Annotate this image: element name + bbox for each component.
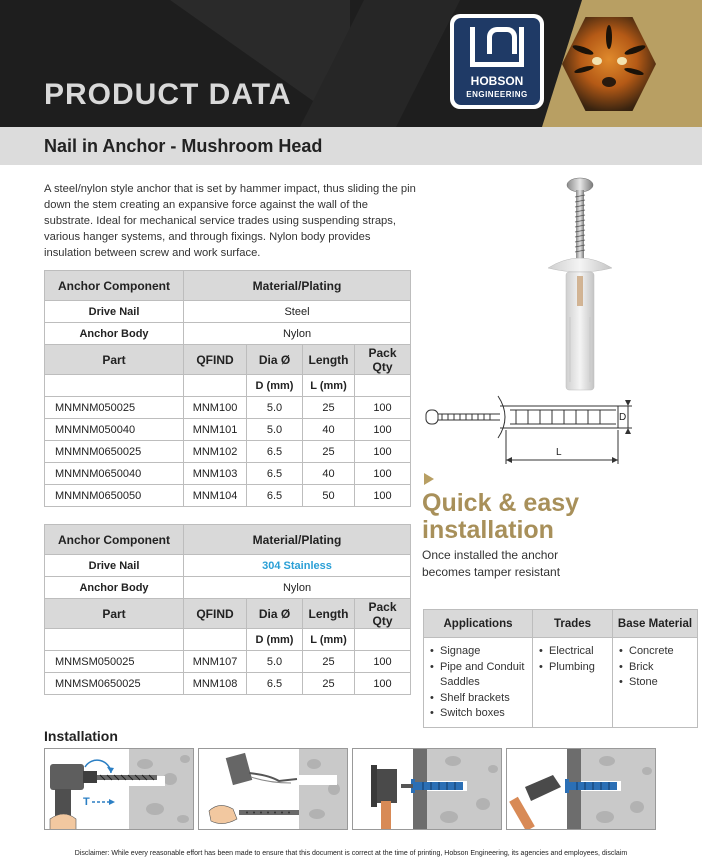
list-item: • Brick [619,660,697,676]
trades-header: Trades [533,610,613,638]
base-material-list-cell [613,638,698,728]
dia-cell: 6.5 [247,673,303,695]
table-row [45,673,411,695]
insert-anchor-illustration [199,749,348,830]
length-cell: 25 [303,441,355,463]
list-item: • Shelf brackets [430,691,532,707]
anchor-product-image [540,172,620,394]
length-cell: 25 [303,673,355,695]
installation-title: Installation [44,728,118,744]
length-cell: 40 [303,419,355,441]
anchor-body-label: Anchor Body [45,323,184,345]
promo-line-1: Quick & easy [422,489,580,517]
promo-sub-1: Once installed the anchor [422,548,559,562]
install-step-hammer [352,748,502,830]
anchor-body-value: Nylon [184,323,411,345]
part-cell: MNMNM0650050 [45,485,184,507]
unit-cell [355,629,411,651]
pack-qty-cell: 100 [355,441,411,463]
qfind-cell: MNM107 [184,651,247,673]
qfind-cell: MNM101 [184,419,247,441]
applications-header: Applications [424,610,533,638]
list-item: • Electrical [539,644,612,660]
table-header-cell: Anchor Component [45,271,184,301]
unit-cell [184,629,247,651]
qfind-cell: MNM103 [184,463,247,485]
table-row [45,441,411,463]
dia-cell: 6.5 [247,463,303,485]
promo-subtext [422,547,560,581]
column-header: Dia Ø [247,345,303,375]
part-cell: MNMNM0650040 [45,463,184,485]
hobson-logo[interactable] [450,14,544,109]
table-header-cell: Material/Plating [184,271,411,301]
anchor-body-label: Anchor Body [45,577,184,599]
install-step-drill [44,748,194,830]
page-title: PRODUCT DATA [44,78,292,111]
applications-list-cell [424,638,533,728]
column-header: Dia Ø [247,599,303,629]
pack-qty-cell: 100 [355,463,411,485]
drive-nail-value: 304 Stainless [184,555,411,577]
svg-text:T: T [83,796,90,808]
logo-mark-icon [470,27,524,67]
part-cell: MNMSM0650025 [45,673,184,695]
logo-text: HOBSON [470,74,524,88]
install-step-insert [198,748,348,830]
unit-cell: D (mm) [247,375,303,397]
unit-cell [355,375,411,397]
base-material-header: Base Material [613,610,698,638]
unit-cell [184,375,247,397]
spec-table-steel [44,270,411,507]
list-item: • Concrete [619,644,697,660]
pack-qty-cell: 100 [355,651,411,673]
column-header: QFIND [184,345,247,375]
trades-list-cell [533,638,613,728]
table-header-cell: Anchor Component [45,525,184,555]
column-header: Length [303,345,355,375]
qfind-cell: MNM100 [184,397,247,419]
table-row [45,463,411,485]
column-header: Pack Qty [355,599,411,629]
unit-cell [45,375,184,397]
set-anchor-illustration [507,749,656,830]
pack-qty-cell: 100 [355,397,411,419]
column-header: Part [45,345,184,375]
spec-table-stainless [44,524,411,695]
hammer-anchor-illustration [353,749,502,830]
promo-headline [422,490,579,544]
drill-illustration [45,749,194,830]
part-cell: MNMNM0650025 [45,441,184,463]
length-cell: 25 [303,397,355,419]
table-header-cell: Material/Plating [184,525,411,555]
anchor-dimension-diagram [420,388,640,472]
dimension-l-label: L [556,447,562,458]
unit-cell: L (mm) [303,629,355,651]
unit-cell [45,629,184,651]
list-item: • Signage [430,644,532,660]
column-header: QFIND [184,599,247,629]
list-item: • Plumbing [539,660,612,676]
dia-cell: 5.0 [247,651,303,673]
product-description: A steel/nylon style anchor that is set by hammer impact, thus sliding the pin down the stem creating an expansive force against the wall of the substrate. Ideal for mechanical service trades using suspending straps, various hanger systems, and through fixings. Nylon body provides insulation between screw and work surface. [44,183,416,259]
length-cell: 50 [303,485,355,507]
table-row [45,419,411,441]
product-name: Nail in Anchor - Mushroom Head [44,136,323,156]
pack-qty-cell: 100 [355,485,411,507]
qfind-cell: MNM104 [184,485,247,507]
pack-qty-cell: 100 [355,673,411,695]
dia-cell: 6.5 [247,485,303,507]
column-header: Length [303,599,355,629]
dia-cell: 5.0 [247,397,303,419]
applications-table [423,609,698,728]
part-cell: MNMSM050025 [45,651,184,673]
install-step-set [506,748,656,830]
dia-cell: 5.0 [247,419,303,441]
pack-qty-cell: 100 [355,419,411,441]
length-cell: 40 [303,463,355,485]
part-cell: MNMNM050040 [45,419,184,441]
product-title-band [0,127,702,165]
qfind-cell: MNM102 [184,441,247,463]
list-item: • Switch boxes [430,706,532,722]
length-cell: 25 [303,651,355,673]
play-arrow-icon [424,473,434,485]
part-cell: MNMNM050025 [45,397,184,419]
logo-subtext: ENGINEERING [466,90,528,99]
qfind-cell: MNM108 [184,673,247,695]
list-item: • Pipe and Conduit Saddles [430,660,532,691]
promo-line-2: installation [422,516,554,544]
column-header: Part [45,599,184,629]
unit-cell: L (mm) [303,375,355,397]
logo-badge [454,18,540,105]
list-item: • Stone [619,675,697,691]
table-row [45,651,411,673]
drive-nail-label: Drive Nail [45,555,184,577]
column-header: Pack Qty [355,345,411,375]
table-row [45,397,411,419]
promo-sub-2: becomes tamper resistant [422,565,561,579]
unit-cell: D (mm) [247,629,303,651]
anchor-body-value: Nylon [184,577,411,599]
dimension-d-label: D [619,412,627,423]
table-row [45,485,411,507]
drive-nail-value: Steel [184,301,411,323]
disclaimer-text: Disclaimer: While every reasonable effort has been made to ensure that this document is correct at the time of printing, Hobson Engineering, its agencies and employees, disclaim [74,850,628,857]
dia-cell: 6.5 [247,441,303,463]
drive-nail-label: Drive Nail [45,301,184,323]
